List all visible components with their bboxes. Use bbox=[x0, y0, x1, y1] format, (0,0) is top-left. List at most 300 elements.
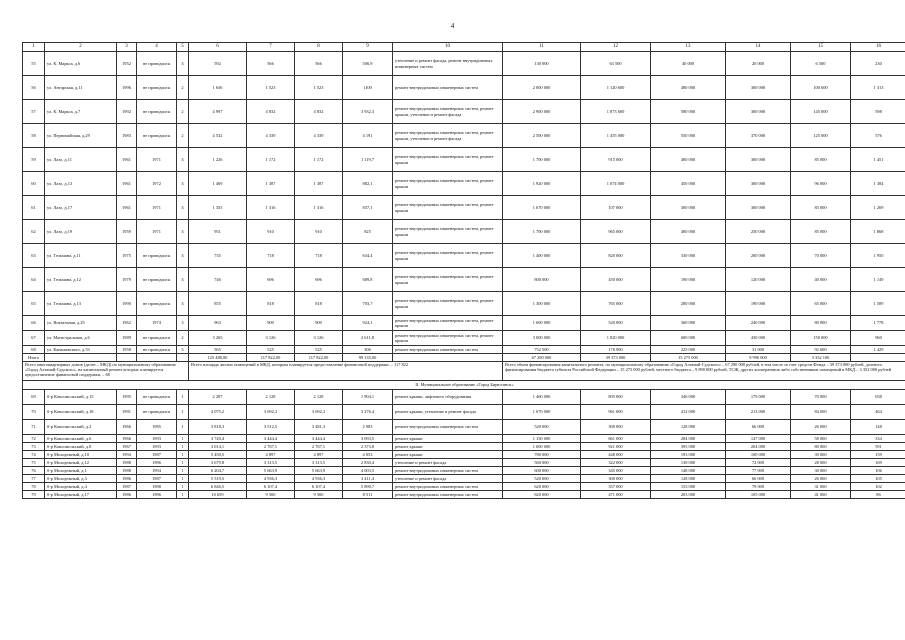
table-cell: 300 000 bbox=[726, 148, 791, 172]
section-heading-row bbox=[23, 381, 905, 390]
table-row bbox=[23, 467, 905, 475]
table-cell: 471 000 bbox=[581, 491, 651, 499]
table-cell: 1 460 000 bbox=[503, 390, 581, 405]
table-cell: 280 000 bbox=[651, 292, 726, 316]
table-cell: ремонт крыши, лифтового оборудования bbox=[393, 390, 503, 405]
table-cell: 79 000 bbox=[726, 483, 791, 491]
table-cell: ул. К. Маркса, д.6 bbox=[45, 52, 117, 76]
table-cell: 55 bbox=[23, 52, 45, 76]
table-cell: 70 000 bbox=[791, 390, 851, 405]
table-cell: 31 000 bbox=[726, 346, 791, 354]
table-cell: ремонт внутридомовых инженерных систем, ремонт крыши bbox=[393, 196, 503, 220]
table-cell: 153 000 bbox=[651, 483, 726, 491]
table-cell: 70 bbox=[23, 405, 45, 420]
table-cell: 1962 bbox=[117, 316, 137, 331]
table-cell: 3 bbox=[177, 148, 189, 172]
table-cell: б-р Молодежный, д.1 bbox=[45, 467, 117, 475]
table-cell: утепление и ремонт фасада bbox=[393, 459, 503, 467]
table-cell: 1 670 000 bbox=[503, 405, 581, 420]
table-cell: б-р Молодежный, д.17 bbox=[45, 491, 117, 499]
table-cell: 506,9 bbox=[343, 52, 393, 76]
table-cell: 3 bbox=[177, 316, 189, 331]
table-cell: 357 000 bbox=[581, 483, 651, 491]
table-cell: 1 429 bbox=[851, 346, 905, 354]
table-cell: 780 000 bbox=[503, 451, 581, 459]
table-cell: 60 bbox=[23, 172, 45, 196]
table-cell: ул. Первомайская, д.29 bbox=[45, 124, 117, 148]
table-row bbox=[23, 475, 905, 483]
table-cell: 1 bbox=[177, 467, 189, 475]
table-cell: 1 873 600 bbox=[581, 100, 651, 124]
table-cell: 1996 bbox=[117, 76, 137, 100]
table-cell: 65 bbox=[23, 292, 45, 316]
table-cell: 3 313,5 bbox=[247, 459, 295, 467]
table-cell: 2 611,8 bbox=[343, 331, 393, 346]
table-cell: 1 bbox=[177, 405, 189, 420]
table-cell: 128 000 bbox=[651, 420, 726, 435]
table-cell: 1 523 bbox=[247, 76, 295, 100]
table-cell: 1966 bbox=[117, 435, 137, 443]
table-cell: не проводился bbox=[137, 268, 177, 292]
table-cell: 1 150 000 bbox=[503, 435, 581, 443]
table-cell: Итого bbox=[23, 354, 45, 362]
table-cell: 1971 bbox=[137, 196, 177, 220]
table-cell: 3 932,3 bbox=[343, 100, 393, 124]
summary-row bbox=[23, 362, 905, 381]
table-row bbox=[23, 459, 905, 467]
table-cell: 77 bbox=[23, 475, 45, 483]
table-cell: 1 820 000 bbox=[581, 331, 651, 346]
table-cell: 84 000 bbox=[791, 405, 851, 420]
table-cell: 213 000 bbox=[726, 405, 791, 420]
table-cell: ремонт внутридомовых инженерных систем, ремонт крыши bbox=[393, 244, 503, 268]
table-cell: 1994 bbox=[137, 467, 177, 475]
table-cell: 80 000 bbox=[791, 443, 851, 451]
table-cell: 3 352 100 bbox=[791, 354, 851, 362]
table-cell: 1959 bbox=[117, 220, 137, 244]
table-cell: 106 bbox=[851, 467, 905, 475]
table-cell: 400 000 bbox=[651, 220, 726, 244]
table-row bbox=[23, 435, 905, 443]
table-cell: 1 384 bbox=[851, 172, 905, 196]
table-cell: 69 bbox=[23, 390, 45, 405]
table-cell: 2 767,1 bbox=[295, 443, 343, 451]
table-cell: 3 126 bbox=[247, 331, 295, 346]
table-cell bbox=[45, 354, 117, 362]
table-cell: 3 444,4 bbox=[295, 435, 343, 443]
table-row bbox=[23, 52, 905, 76]
table-cell: 200 000 bbox=[726, 244, 791, 268]
table-cell: 1993 bbox=[137, 435, 177, 443]
table-cell: 148 bbox=[851, 420, 905, 435]
table-cell bbox=[851, 354, 905, 362]
table-cell: 1 600 000 bbox=[503, 316, 581, 331]
table-cell: 1974 bbox=[137, 316, 177, 331]
table-cell: 752 500 bbox=[503, 346, 581, 354]
table-cell: 4 997 bbox=[189, 100, 247, 124]
table-cell: 58 bbox=[23, 124, 45, 148]
table-cell: 2 bbox=[177, 76, 189, 100]
table-cell: 1 074 000 bbox=[581, 172, 651, 196]
table-cell: 96 000 bbox=[791, 172, 851, 196]
table-cell: 1 120 600 bbox=[581, 76, 651, 100]
table-cell: 117 822,00 bbox=[247, 354, 295, 362]
table-cell: 3 bbox=[177, 268, 189, 292]
table-cell: 1992 bbox=[117, 100, 137, 124]
table-cell: 560 000 bbox=[503, 459, 581, 467]
table-cell: 3 bbox=[177, 244, 189, 268]
table-cell: 41 000 bbox=[791, 491, 851, 499]
table-cell: 190 000 bbox=[651, 268, 726, 292]
table-cell: 400 000 bbox=[651, 148, 726, 172]
table-cell: 3 692,3 bbox=[247, 405, 295, 420]
table-cell: 40 000 bbox=[651, 52, 726, 76]
table-cell: 105 bbox=[851, 475, 905, 483]
table-cell: 566 bbox=[247, 52, 295, 76]
table-cell: 6 204,7 bbox=[189, 467, 247, 475]
table-cell: 1952 bbox=[117, 52, 137, 76]
table-row bbox=[23, 220, 905, 244]
table-cell: 3 bbox=[177, 346, 189, 354]
table-cell: 450 000 bbox=[581, 268, 651, 292]
table-cell: 718 bbox=[295, 244, 343, 268]
table-cell: не проводился bbox=[137, 331, 177, 346]
table-cell: 138 000 bbox=[651, 459, 726, 467]
table-cell: 661 000 bbox=[581, 435, 651, 443]
section-heading: II. Муниципальное образование «Город Бирюсинск» bbox=[23, 381, 905, 390]
table-cell: 107 000 bbox=[581, 196, 651, 220]
table-cell: 203 000 bbox=[651, 491, 726, 499]
table-cell: 900 bbox=[295, 316, 343, 331]
table-cell: 1972 bbox=[137, 172, 177, 196]
table-cell: 28 000 bbox=[791, 459, 851, 467]
table-cell: 658 bbox=[851, 390, 905, 405]
table-cell: утепление и ремонт фасада, ремонт внутридомовых инженерных систем bbox=[393, 52, 503, 76]
table-row bbox=[23, 483, 905, 491]
table-cell: 99 135,00 bbox=[343, 354, 393, 362]
table-cell: 40 000 bbox=[791, 268, 851, 292]
table-cell: 2 500 000 bbox=[503, 124, 581, 148]
table-cell: 2 bbox=[177, 331, 189, 346]
table-cell: 4 897 bbox=[295, 451, 343, 459]
table-cell: ул. К. Маркса, д.7 bbox=[45, 100, 117, 124]
table-cell: ул. Магистральная, д.6 bbox=[45, 331, 117, 346]
table-cell: 818 bbox=[247, 292, 295, 316]
table-cell: 598 bbox=[851, 100, 905, 124]
table-cell: 1 172 bbox=[295, 148, 343, 172]
table-cell: 1 700 000 bbox=[503, 220, 581, 244]
table-cell: 1 bbox=[177, 443, 189, 451]
table-cell: 448 000 bbox=[581, 451, 651, 459]
table-cell: 1 119,7 bbox=[343, 148, 393, 172]
table-cell: 1 bbox=[177, 475, 189, 483]
table-cell: 1961 bbox=[117, 196, 137, 220]
table-cell: 525 bbox=[295, 346, 343, 354]
table-cell bbox=[117, 354, 137, 362]
table-cell: 345 000 bbox=[581, 467, 651, 475]
table-cell: 3 444,4 bbox=[247, 435, 295, 443]
table-cell: 66 000 bbox=[726, 475, 791, 483]
table-cell: 430 000 bbox=[726, 331, 791, 346]
table-cell: 250 000 bbox=[726, 220, 791, 244]
table-cell bbox=[137, 354, 177, 362]
table-cell bbox=[177, 354, 189, 362]
table-cell: 1 bbox=[177, 483, 189, 491]
table-cell: 592 bbox=[189, 52, 247, 76]
table-cell: 1993 bbox=[137, 443, 177, 451]
table-cell: 696 bbox=[247, 268, 295, 292]
table-cell: 75 bbox=[23, 459, 45, 467]
table-cell: 464 bbox=[851, 405, 905, 420]
table-row bbox=[23, 100, 905, 124]
table-cell: 1 700 000 bbox=[503, 148, 581, 172]
table-cell: 1988 bbox=[137, 483, 177, 491]
table-cell: 565 bbox=[189, 346, 247, 354]
table-cell: ул. Лазо, д.11 bbox=[45, 148, 117, 172]
table-cell: 150 000 bbox=[791, 331, 851, 346]
table-cell: 3 bbox=[177, 172, 189, 196]
table-cell: 1 600 000 bbox=[503, 443, 581, 451]
table-row bbox=[23, 331, 905, 346]
table-cell: 910 bbox=[295, 220, 343, 244]
table-row bbox=[23, 244, 905, 268]
table-cell: ремонт внутридомовых инженерных систем, ремонт крыши, утепление и ремонт фасада bbox=[393, 100, 503, 124]
table-cell: 805 000 bbox=[581, 390, 651, 405]
table-cell: 882,1 bbox=[343, 172, 393, 196]
table-cell: 230 bbox=[851, 52, 905, 76]
table-cell: ремонт крыши bbox=[393, 443, 503, 451]
table-cell: 2 000 000 bbox=[503, 76, 581, 100]
table-cell: 525 bbox=[247, 346, 295, 354]
column-header: 4 bbox=[137, 43, 177, 52]
table-cell: 1 bbox=[177, 451, 189, 459]
table-cell: 1 387 bbox=[247, 172, 295, 196]
table-cell: 1986 bbox=[117, 475, 137, 483]
table-cell: 300 000 bbox=[726, 76, 791, 100]
table-cell: не проводился bbox=[137, 405, 177, 420]
table-cell: 825 bbox=[343, 220, 393, 244]
table-cell: 1985 bbox=[137, 420, 177, 435]
table-cell: 1 bbox=[177, 459, 189, 467]
table-cell: ул. Вокзальная, д.25 bbox=[45, 316, 117, 331]
table-cell: 61 bbox=[23, 196, 45, 220]
table-cell: 910 bbox=[247, 220, 295, 244]
table-cell: 1989 bbox=[117, 331, 137, 346]
table-cell: б-р Молодежный, д.12 bbox=[45, 459, 117, 467]
table-cell: 78 bbox=[23, 483, 45, 491]
table-cell: 1966 bbox=[117, 420, 137, 435]
table-cell: 125 000 bbox=[791, 124, 851, 148]
table-cell: 1 455 000 bbox=[581, 124, 651, 148]
table-cell: ул. Тельмана, д.12 bbox=[45, 268, 117, 292]
table-cell: ул. Лазо, д.17 bbox=[45, 196, 117, 220]
total-row bbox=[23, 354, 905, 362]
table-cell: 924,1 bbox=[343, 316, 393, 331]
table-cell: ул. Тельмана, д.11 bbox=[45, 244, 117, 268]
table-row bbox=[23, 196, 905, 220]
table-cell: 3 679,8 bbox=[189, 459, 247, 467]
table-cell: 39 373 000 bbox=[581, 354, 651, 362]
table-cell: 4 053 bbox=[343, 451, 393, 459]
table-cell: 86 bbox=[851, 491, 905, 499]
table-cell: 322 000 bbox=[581, 459, 651, 467]
column-header: 12 bbox=[581, 43, 651, 52]
table-cell: 1990 bbox=[117, 292, 137, 316]
table-cell: 965 000 bbox=[581, 220, 651, 244]
table-cell: 125 488,00 bbox=[189, 354, 247, 362]
table-cell: 520 000 bbox=[503, 475, 581, 483]
table-cell: 1 bbox=[177, 420, 189, 435]
table-cell: 600 000 bbox=[651, 331, 726, 346]
table-cell: 5 890,7 bbox=[343, 483, 393, 491]
table-cell: 2 128 bbox=[295, 390, 343, 405]
table-row bbox=[23, 346, 905, 354]
table-cell: 915 000 bbox=[581, 148, 651, 172]
table-cell: 3 411,4 bbox=[343, 475, 393, 483]
table-cell: б-р Молодежный, д.4 bbox=[45, 483, 117, 491]
table-cell: 1987 bbox=[117, 483, 137, 491]
table-cell: 1 172 bbox=[247, 148, 295, 172]
table-cell: 9 500 bbox=[295, 491, 343, 499]
table-cell: 58 000 bbox=[791, 435, 851, 443]
table-cell: 818 bbox=[295, 292, 343, 316]
table-cell: 735 bbox=[189, 244, 247, 268]
table-cell: 600 000 bbox=[503, 467, 581, 475]
table-cell: 85 000 bbox=[791, 148, 851, 172]
table-cell: 520 000 bbox=[581, 316, 651, 331]
table-row bbox=[23, 316, 905, 331]
table-row bbox=[23, 148, 905, 172]
table-cell: ул. Лазо, д.13 bbox=[45, 172, 117, 196]
table-cell: 1971 bbox=[137, 220, 177, 244]
table-cell: 300 000 bbox=[726, 100, 791, 124]
table-cell: 300 000 bbox=[581, 475, 651, 483]
table-cell: ремонт внутридомовых инженерных систем, ремонт крыши bbox=[393, 268, 503, 292]
table-cell: 8 511 bbox=[343, 491, 393, 499]
table-cell: 1 469 bbox=[189, 172, 247, 196]
table-cell: 1971 bbox=[137, 148, 177, 172]
table-cell: 1 636 bbox=[189, 76, 247, 100]
table-cell: 130 000 bbox=[503, 52, 581, 76]
table-cell: 3 093,5 bbox=[343, 435, 393, 443]
table-cell: 1975 bbox=[117, 244, 137, 268]
table-cell: 80 000 bbox=[791, 316, 851, 331]
table-cell: 1 bbox=[177, 435, 189, 443]
table-cell: 1 904,1 bbox=[343, 390, 393, 405]
table-cell: 66 bbox=[23, 316, 45, 331]
table-cell: 3 818,3 bbox=[189, 420, 247, 435]
page-number: 4 bbox=[450, 22, 455, 30]
table-cell: ул. Лазо, д.19 bbox=[45, 220, 117, 244]
table-cell: 960 bbox=[851, 331, 905, 346]
table-cell: 1983 bbox=[117, 124, 137, 148]
table-cell: 62 bbox=[23, 220, 45, 244]
column-header: 16 bbox=[851, 43, 905, 52]
table-cell: 634,4 bbox=[343, 244, 393, 268]
table-cell: 2 bbox=[177, 100, 189, 124]
table-cell: 4 191 bbox=[343, 124, 393, 148]
table-cell: б-р Комсомольский, д.6 bbox=[45, 435, 117, 443]
table-cell: 2 373,8 bbox=[343, 443, 393, 451]
table-cell: 591 bbox=[851, 443, 905, 451]
table-cell: 566 bbox=[295, 52, 343, 76]
housing-repair-table bbox=[22, 42, 905, 499]
table-cell: 9 500 bbox=[247, 491, 295, 499]
table-cell: 225 000 bbox=[651, 346, 726, 354]
column-header: 6 bbox=[189, 43, 247, 52]
table-cell: 550 000 bbox=[651, 124, 726, 148]
table-cell: 900 bbox=[247, 316, 295, 331]
table-cell: 3 bbox=[177, 292, 189, 316]
table-cell: 1958 bbox=[117, 346, 137, 354]
table-cell: 1994 bbox=[117, 451, 137, 459]
table-cell: 147 000 bbox=[726, 435, 791, 443]
table-cell: не проводился bbox=[137, 52, 177, 76]
table-cell: 746 bbox=[189, 268, 247, 292]
table-cell: 284 000 bbox=[651, 435, 726, 443]
table-cell: 1 950 bbox=[851, 244, 905, 268]
table-cell: 5 663,9 bbox=[295, 467, 343, 475]
table-cell: ремонт внутридомовых инженерных систем, ремонт крыши, утепление и ремонт фасада bbox=[393, 124, 503, 148]
table-cell: 4 075,2 bbox=[189, 405, 247, 420]
table-cell: ремонт внутридомовых инженерных систем, ремонт крыши bbox=[393, 148, 503, 172]
table-cell: 620 000 bbox=[503, 483, 581, 491]
table-cell: не проводился bbox=[137, 76, 177, 100]
table-cell: ремонт крыши bbox=[393, 435, 503, 443]
table-cell: 1 149 bbox=[851, 268, 905, 292]
table-cell: 190 000 bbox=[726, 292, 791, 316]
table-row bbox=[23, 420, 905, 435]
table-cell: 5 663,9 bbox=[247, 467, 295, 475]
table-row bbox=[23, 76, 905, 100]
table-cell: не проводился bbox=[137, 244, 177, 268]
table-cell: 5 519,5 bbox=[189, 475, 247, 483]
table-cell: 1988 bbox=[117, 459, 137, 467]
table-cell: 1 313 bbox=[851, 76, 905, 100]
table-cell: ремонт крыши bbox=[393, 451, 503, 459]
column-header: 13 bbox=[651, 43, 726, 52]
table-cell: 9 990 000 bbox=[726, 354, 791, 362]
table-cell: 73 bbox=[23, 443, 45, 451]
table-cell: 963 bbox=[189, 316, 247, 331]
table-cell: 765 000 bbox=[581, 292, 651, 316]
table-cell: 696 bbox=[295, 268, 343, 292]
table-cell: 4 832 bbox=[247, 100, 295, 124]
table-cell: 83 000 bbox=[791, 196, 851, 220]
table-cell: ремонт внутридомовых инженерных систем bbox=[393, 467, 503, 475]
column-header: 3 bbox=[117, 43, 137, 52]
table-cell: 193 000 bbox=[651, 451, 726, 459]
table-cell: 2 983 bbox=[343, 420, 393, 435]
table-cell: 360 000 bbox=[651, 316, 726, 331]
table-cell: 1 bbox=[177, 390, 189, 405]
table-cell: ремонт внутридомовых инженерных систем bbox=[393, 491, 503, 499]
table-cell: 1 300 000 bbox=[503, 292, 581, 316]
table-cell: 2 900 000 bbox=[503, 100, 581, 124]
table-cell: 64 bbox=[23, 268, 45, 292]
table-cell: 1979 bbox=[117, 268, 137, 292]
table-cell: 1987 bbox=[137, 475, 177, 483]
table-cell: 1995 bbox=[117, 390, 137, 405]
table-row bbox=[23, 124, 905, 148]
table-cell: 85 000 bbox=[791, 220, 851, 244]
table-row bbox=[23, 443, 905, 451]
table-cell: 68 bbox=[23, 346, 45, 354]
table-cell: 72 000 bbox=[726, 459, 791, 467]
table-cell: 2 128 bbox=[247, 390, 295, 405]
table-cell: 480 000 bbox=[651, 76, 726, 100]
table-cell: б-р Молодежный, д.3 bbox=[45, 475, 117, 483]
